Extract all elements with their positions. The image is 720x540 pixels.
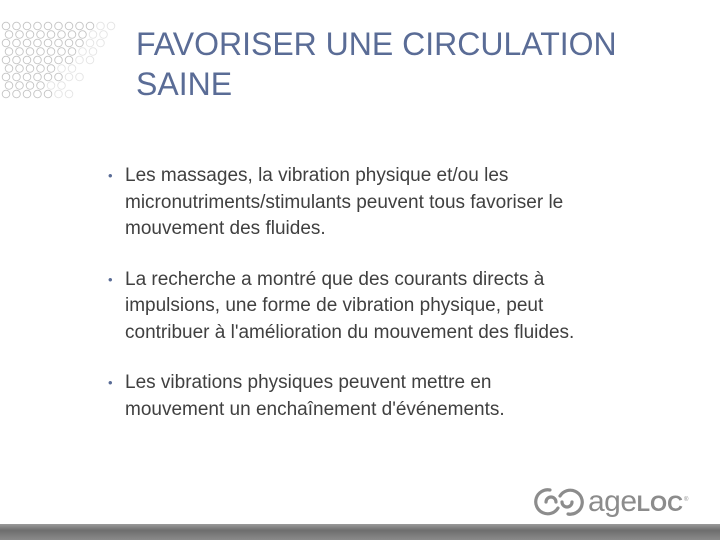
pattern-ring xyxy=(58,82,66,90)
pattern-ring xyxy=(58,31,66,39)
ageloc-wordmark xyxy=(588,484,683,522)
pattern-ring xyxy=(5,48,13,56)
pattern-ring xyxy=(65,73,73,81)
footer-bar xyxy=(0,524,720,540)
pattern-ring xyxy=(26,48,34,56)
pattern-ring xyxy=(76,39,84,47)
pattern-ring xyxy=(58,48,66,56)
pattern-ring xyxy=(55,73,63,81)
bullet-line: Les massages, la vibration physique et/ou les xyxy=(125,165,509,186)
ageloc-logo xyxy=(534,484,694,522)
pattern-ring xyxy=(89,31,97,39)
bullet-item xyxy=(108,267,688,347)
pattern-ring xyxy=(65,56,73,64)
pattern-ring xyxy=(47,82,55,90)
pattern-ring xyxy=(79,48,87,56)
bullet-line: mouvement des fluides. xyxy=(125,218,326,239)
pattern-ring xyxy=(97,22,105,30)
pattern-ring xyxy=(34,22,42,30)
pattern-ring xyxy=(76,73,84,81)
pattern-ring xyxy=(47,48,55,56)
bullet-line: mouvement un enchaînement d'événements. xyxy=(125,398,505,420)
title-line-2: SAINE xyxy=(136,66,233,102)
pattern-ring xyxy=(34,39,42,47)
pattern-ring xyxy=(55,56,63,64)
pattern-ring xyxy=(47,31,55,39)
pattern-ring xyxy=(34,73,42,81)
pattern-ring xyxy=(13,73,21,81)
pattern-ring xyxy=(23,39,31,47)
pattern-ring xyxy=(47,65,55,73)
pattern-ring xyxy=(23,90,31,98)
pattern-ring xyxy=(107,22,115,30)
pattern-ring xyxy=(13,56,21,64)
pattern-ring xyxy=(26,82,34,90)
pattern-ring xyxy=(26,65,34,73)
pattern-ring xyxy=(100,31,108,39)
pattern-ring xyxy=(55,90,63,98)
pattern-ring xyxy=(97,39,105,47)
pattern-ring xyxy=(76,56,84,64)
pattern-ring xyxy=(13,22,21,30)
pattern-ring xyxy=(23,56,31,64)
pattern-ring xyxy=(23,22,31,30)
pattern-ring xyxy=(65,90,73,98)
pattern-ring xyxy=(13,39,21,47)
bullet-item xyxy=(108,370,688,423)
bullet-line: La recherche a montré que des courants directs à xyxy=(125,268,545,290)
bullet-line: Les vibrations physiques peuvent mettre en xyxy=(125,372,492,393)
bullet-line: micronutriments/stimulants peuvent tous favoriser le xyxy=(125,191,564,213)
bullet-marker: • xyxy=(108,168,113,183)
pattern-ring xyxy=(68,48,76,56)
pattern-ring xyxy=(2,22,10,30)
pattern-ring xyxy=(2,39,10,47)
bullet-line: contribuer à l'amélioration du mouvement des fluides. xyxy=(125,321,575,343)
pattern-ring xyxy=(16,31,24,39)
pattern-ring xyxy=(34,56,42,64)
slide-title xyxy=(136,24,706,104)
pattern-ring xyxy=(68,31,76,39)
pattern-ring xyxy=(2,56,10,64)
pattern-ring xyxy=(5,65,13,73)
logo-upper-text: LOC xyxy=(636,491,684,516)
title-line-1: FAVORISER UNE CIRCULATION xyxy=(136,26,617,62)
registered-mark: ® xyxy=(684,497,689,503)
pattern-ring xyxy=(55,39,63,47)
pattern-ring xyxy=(86,22,94,30)
pattern-ring xyxy=(34,90,42,98)
ageloc-swirl-icon xyxy=(534,484,584,520)
pattern-ring xyxy=(16,48,24,56)
pattern-ring xyxy=(37,31,45,39)
pattern-ring xyxy=(44,39,52,47)
bullet-marker: • xyxy=(108,375,113,390)
bullet-list xyxy=(108,163,688,447)
pattern-ring xyxy=(13,90,21,98)
pattern-ring xyxy=(26,31,34,39)
bullet-item xyxy=(108,163,688,243)
pattern-ring xyxy=(16,82,24,90)
pattern-ring xyxy=(65,39,73,47)
pattern-ring xyxy=(65,22,73,30)
pattern-ring xyxy=(37,82,45,90)
pattern-ring xyxy=(68,65,76,73)
pattern-ring xyxy=(44,90,52,98)
pattern-ring xyxy=(2,90,10,98)
pattern-ring xyxy=(37,48,45,56)
pattern-ring xyxy=(23,73,31,81)
pattern-ring xyxy=(89,48,97,56)
pattern-ring xyxy=(44,56,52,64)
bullet-line: impulsions, une forme de vibration physique, peut xyxy=(125,295,544,316)
pattern-ring xyxy=(37,65,45,73)
pattern-ring xyxy=(44,22,52,30)
logo-lower-text: age xyxy=(588,485,637,518)
pattern-ring xyxy=(58,65,66,73)
pattern-ring xyxy=(55,22,63,30)
pattern-ring xyxy=(86,39,94,47)
circle-pattern-decoration xyxy=(0,20,125,100)
bullet-marker: • xyxy=(108,271,113,287)
pattern-ring xyxy=(5,31,13,39)
pattern-ring xyxy=(16,65,24,73)
pattern-ring xyxy=(5,82,13,90)
pattern-ring xyxy=(79,31,87,39)
pattern-ring xyxy=(86,56,94,64)
pattern-ring xyxy=(76,22,84,30)
pattern-ring xyxy=(44,73,52,81)
pattern-ring xyxy=(2,73,10,81)
